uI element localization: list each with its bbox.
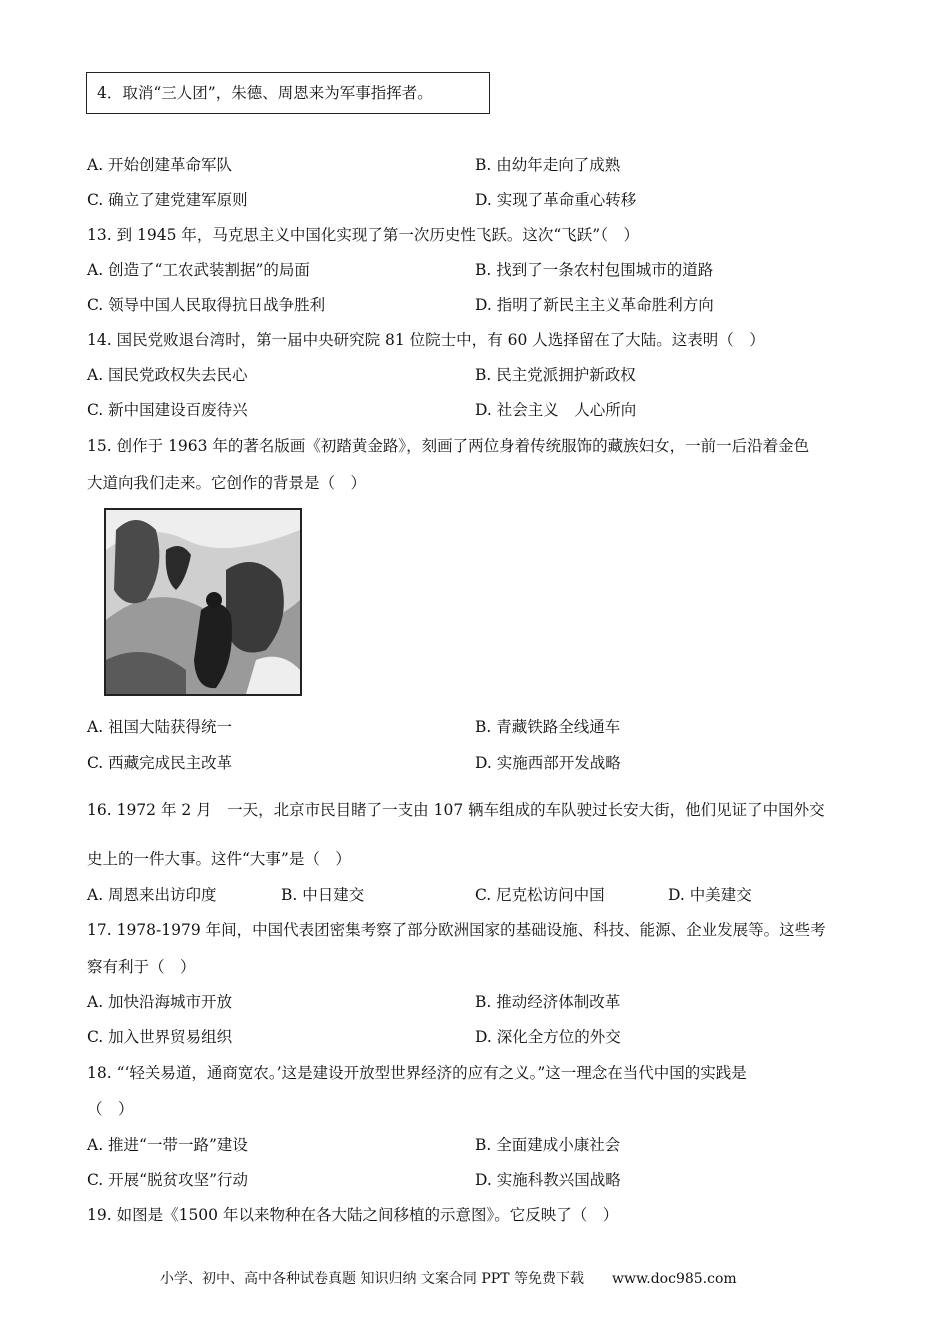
woodcut-illustration [106,510,300,694]
q16-stem-line2: 史上的一件大事。这件“大事”是（ ） [87,850,351,868]
q16-option-a: A. 周恩来出访印度 [87,886,217,904]
q12-option-d: D. 实现了革命重心转移 [475,191,637,209]
q16-option-c: C. 尼克松访问中国 [475,886,605,904]
q17-option-d: D. 深化全方位的外交 [475,1028,621,1046]
q13-option-d: D. 指明了新民主主义革命胜利方向 [475,296,714,314]
q18-option-c: C. 开展“脱贫攻坚”行动 [87,1171,249,1189]
q17-option-a: A. 加快沿海城市开放 [87,993,233,1011]
q18-option-a: A. 推进“一带一路”建设 [87,1136,248,1154]
q14-option-d: D. 社会主义 人心所向 [475,401,637,419]
q12-option-a: A. 开始创建革命军队 [87,156,233,174]
material-box [86,72,490,114]
woodcut-print-image [104,508,302,696]
q18-stem-line2: （ ） [87,1100,134,1118]
q16-stem-line1: 16. 1972 年 2 月 一天，北京市民目睹了一支由 107 辆车组成的车队驶过长安大街，他们见证了中国外交 [87,801,825,819]
q14-stem: 14. 国民党败退台湾时，第一届中央研究院 81 位院士中，有 60 人选择留在了大陆。这表明（ ） [87,331,765,349]
q15-stem-line2: 大道向我们走来。它创作的背景是（ ） [87,474,367,492]
q16-option-d: D. 中美建交 [668,886,752,904]
q17-option-c: C. 加入世界贸易组织 [87,1028,233,1046]
q14-option-a: A. 国民党政权失去民心 [87,366,248,384]
q15-option-d: D. 实施西部开发战略 [475,754,621,772]
page-footer: 小学、初中、高中各种试卷真题 知识归纳 文案合同 PPT 等免费下载 www.doc985.com [160,1271,737,1287]
q13-option-a: A. 创造了“工农武装割据”的局面 [87,261,310,279]
q16-option-b: B. 中日建交 [281,886,365,904]
q14-option-c: C. 新中国建设百废待兴 [87,401,248,419]
q17-stem-line1: 17. 1978-1979 年间，中国代表团密集考察了部分欧洲国家的基础设施、科技、能源、企业发展等。这些考 [87,921,826,939]
q13-option-b: B. 找到了一条农村包围城市的道路 [475,261,714,279]
q18-option-d: D. 实施科教兴国战略 [475,1171,621,1189]
q15-option-c: C. 西藏完成民主改革 [87,754,233,772]
q17-option-b: B. 推动经济体制改革 [475,993,621,1011]
q19-stem: 19. 如图是《1500 年以来物种在各大陆之间移植的示意图》。它反映了（ ） [87,1206,619,1224]
q15-stem-line1: 15. 创作于 1963 年的著名版画《初踏黄金路》，刻画了两位身着传统服饰的藏族妇女，一前一后沿着金色 [87,437,810,455]
material-text: 4．取消“三人团”，朱德、周恩来为军事指挥者。 [97,84,433,102]
q12-option-c: C. 确立了建党建军原则 [87,191,248,209]
q13-stem: 13. 到 1945 年，马克思主义中国化实现了第一次历史性飞跃。这次“飞跃”（ ） [87,226,639,244]
q17-stem-line2: 察有利于（ ） [87,958,196,976]
q12-option-b: B. 由幼年走向了成熟 [475,156,621,174]
q18-option-b: B. 全面建成小康社会 [475,1136,621,1154]
q14-option-b: B. 民主党派拥护新政权 [475,366,636,384]
q18-stem-line1: 18. “‘轻关易道，通商宽农。’这是建设开放型世界经济的应有之义。”这一理念在当代中国的实践是 [87,1064,747,1082]
q15-option-b: B. 青藏铁路全线通车 [475,718,621,736]
q13-option-c: C. 领导中国人民取得抗日战争胜利 [87,296,326,314]
q15-option-a: A. 祖国大陆获得统一 [87,718,233,736]
